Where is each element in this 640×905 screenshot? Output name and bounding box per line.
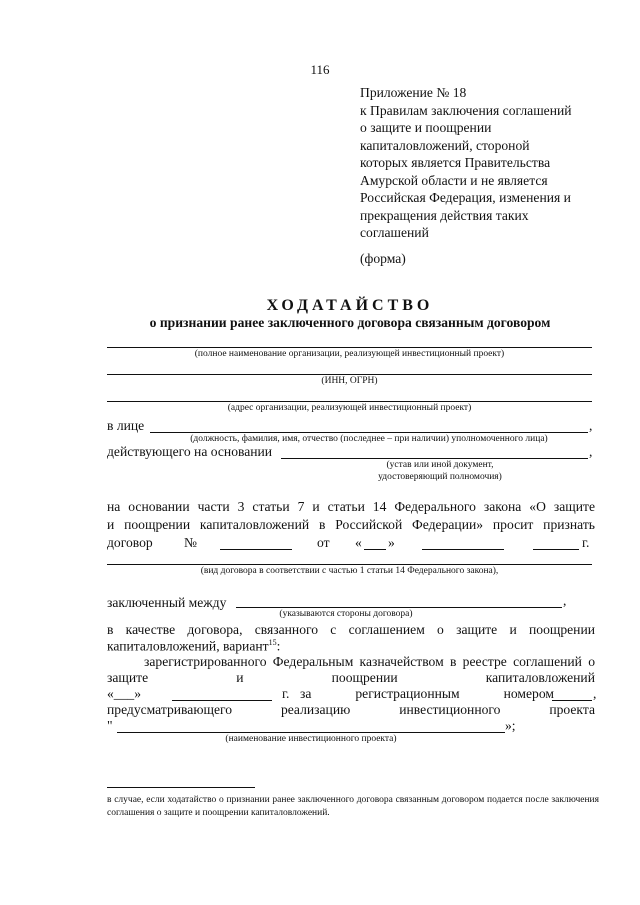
para3-line1: зарегистрированного Федеральным казначейством в реестре соглашений о: [144, 654, 595, 669]
contract-type-field[interactable]: [107, 564, 592, 565]
appendix-line: соглашений: [360, 225, 429, 240]
appendix-line: капиталовложений, стороной: [360, 137, 530, 153]
dogovor-label: договор: [107, 535, 153, 550]
para3-line2: защите и поощрении капиталовложений: [107, 670, 595, 685]
appendix-number: Приложение № 18: [360, 85, 467, 100]
contract-month-field[interactable]: [422, 549, 504, 550]
basis-field[interactable]: [281, 458, 588, 459]
basis-caption-1: (устав или иной документ,: [386, 460, 494, 470]
reg-number-label: за регистрационным номером: [300, 686, 554, 701]
year-suffix: г.: [582, 535, 590, 550]
appendix-line: Российская Федерация, изменения и: [360, 190, 571, 205]
reg-date-field[interactable]: [172, 700, 272, 701]
representative-field[interactable]: [150, 432, 588, 433]
v-litse-label: в лице: [107, 418, 145, 433]
contract-day-field[interactable]: [364, 549, 386, 550]
document-title: ХОДАТАЙСТВО: [266, 297, 434, 314]
appendix-line: к Правилам заключения соглашений: [360, 102, 572, 118]
reg-day: «___»: [107, 686, 141, 701]
appendix-line: которых является Правительства: [360, 155, 551, 170]
reg-number-field[interactable]: [552, 700, 592, 701]
para2-line1: в качестве договора, связанного с соглашением о защите и поощрении: [107, 622, 595, 637]
footnote-text: в случае, если ходатайство о признании ранее заключенного договора связанным договором подается после заключения соглашения о защите и поощрении капиталовложений.: [107, 795, 599, 818]
parties-caption: (указываются стороны договора): [279, 609, 413, 619]
project-name-field[interactable]: [117, 732, 505, 733]
project-name-caption: (наименование инвестиционного проекта): [225, 734, 397, 744]
document-subtitle: о признании ранее заключенного договора связанным договором: [149, 315, 551, 330]
contract-number-field[interactable]: [220, 549, 292, 550]
appendix-line: Амурской области и не является: [360, 172, 548, 188]
project-quote-open: ": [107, 718, 113, 733]
date-open-quote: «: [355, 535, 362, 550]
project-quote-close: »;: [505, 718, 516, 733]
form-label: (форма): [360, 251, 406, 266]
basis-caption-2: удостоверяющий полномочия): [378, 472, 502, 482]
reg-year-suffix: г.: [282, 686, 290, 701]
contract-year-field[interactable]: [533, 549, 579, 550]
footnote-ref: 15: [268, 638, 277, 647]
para2-line2: капиталовложений, вариант$^{15}$:: [107, 638, 281, 654]
para1-line1: на основании части 3 статьи 7 и статьи 14 Федерального закона «О защите: [107, 499, 595, 514]
appendix-block: [360, 84, 620, 242]
address-field[interactable]: [107, 401, 592, 402]
ot-label: от: [317, 535, 330, 550]
org-name-caption: (полное наименование организации, реализующей инвестиционный проект): [194, 349, 505, 359]
para1-line2: и поощрении капиталовложений в Российской Федерации» просит признать: [107, 517, 595, 532]
footnote-separator: [107, 787, 255, 788]
parties-label: заключенный между: [107, 595, 227, 610]
appendix-line: о защите и поощрении: [360, 120, 492, 135]
appendix-line: прекращения действия таких: [360, 207, 529, 223]
date-close-quote: »: [388, 535, 395, 550]
basis-label: действующего на основании: [107, 444, 273, 459]
inn-caption: (ИНН, ОГРН): [321, 376, 378, 386]
para3-line4: предусматривающего реализацию инвестиционного проекта: [107, 702, 595, 717]
address-caption: (адрес организации, реализующей инвестиционный проект): [227, 403, 472, 413]
page-number: 116: [310, 62, 330, 77]
contract-type-caption: (вид договора в соответствии с частью 1 статьи 14 Федерального закона),: [200, 566, 499, 576]
org-name-field[interactable]: [107, 347, 592, 348]
parties-field[interactable]: [236, 607, 562, 608]
number-sign: №: [184, 535, 197, 550]
person-caption: (должность, фамилия, имя, отчество (последнее – при наличии) уполномоченного лица): [190, 434, 548, 444]
inn-field[interactable]: [107, 374, 592, 375]
